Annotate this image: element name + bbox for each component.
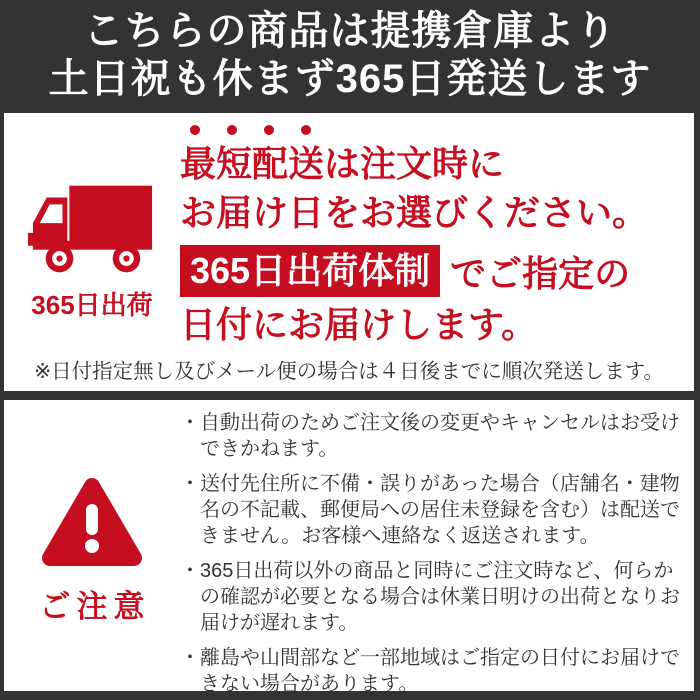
bullet-marker: ・ [180,473,200,495]
emphasis-dot [227,125,237,135]
shipping-panel [4,113,694,391]
shipping-note: ※日付指定無し及びメール便の場合は４日後までに順次発送します。 [33,360,665,383]
highlight-365-box: 365日出荷体制 [180,245,440,297]
truck-icon [28,179,156,279]
truck-label: 365日出荷 [31,290,153,320]
emphasis-dot [264,125,274,135]
caution-item-text: 離島や山間部など一部地域はご指定の日付にお届けできない場合があります。 [200,647,680,695]
emphasis-dots [190,125,694,135]
warning-icon [38,474,146,569]
truck-block [4,113,180,391]
caution-item-text: 自動出荷のためご注文後の変更やキャンセルはお受けできかねます。 [200,412,680,460]
caution-item [180,558,688,636]
emphasis-dot [190,125,200,135]
caution-item-text: 送付先住所に不備・誤りがあった場合（店舗名・建物名の不記載、郵便局への居住未登録を含む）は配送できません。お客様へ連絡なく返送されます。 [200,473,680,547]
bullet-marker: ・ [180,647,200,669]
top-banner [0,0,700,110]
highlight-suffix: でご指定の [450,252,631,294]
bullet-marker: ・ [180,560,200,582]
caution-label: ご注意 [39,589,151,624]
banner-line2: 土日祝も休まず365日発送します [48,57,652,101]
caution-item-text: 365日出荷以外の商品と同時にご注文時など、何らかの確認が必要となる場合は休業日明けの出荷となりお届けが遅れます。 [200,560,680,634]
caution-list [180,400,694,695]
banner-line1: こちらの商品は提携倉庫より [83,9,617,53]
caution-item [180,471,688,549]
emphasis-dot [301,125,311,135]
shipping-heading-line2: お届け日をお選びください。 [180,192,649,233]
shipping-heading-box-row [180,245,694,297]
caution-item [180,645,688,697]
shipping-message [180,113,694,391]
shipping-heading-line1: 最短配送は注文時に [180,143,505,184]
shipping-heading-line3: 日付にお届けします。 [180,304,538,345]
caution-panel [4,400,694,695]
caution-item [180,410,688,462]
bullet-marker: ・ [180,412,200,434]
caution-block [4,400,180,691]
